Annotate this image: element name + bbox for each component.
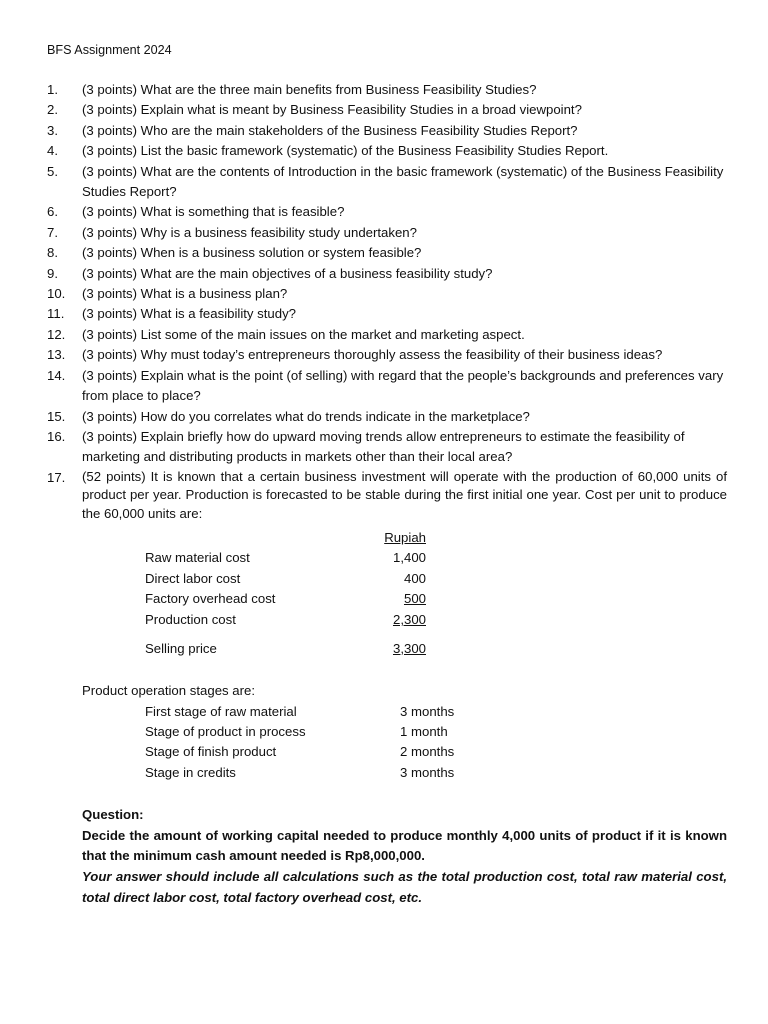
stage-value: 2 months [400,744,455,760]
cost-label: Direct labor cost [145,570,241,586]
cost-label: Production cost [145,612,236,627]
question-note: Your answer should include all calculations such as the total production cost, total raw material cost, total direct labor cost, total factory overhead cost, etc. [82,869,727,905]
stage-row [82,742,727,762]
question-text: (3 points) Who are the main stakeholders of the Business Feasibility Studies Report? [82,122,578,138]
question-text: (3 points) List some of the main issues on the market and marketing aspect. [82,326,525,342]
question-number: 9. [47,265,58,281]
question-text: (3 points) Why must today’s entrepreneurs thoroughly assess the feasibility of their business ideas? [82,347,663,363]
question-text: (3 points) What are the contents of Introduction in the basic framework (systematic) of the Business Feasibility Studies Report? [82,163,724,200]
question-item [47,284,727,304]
question-item [47,325,727,345]
question-item [47,202,727,222]
question-text: (3 points) What are the main objectives of a business feasibility study? [82,265,493,281]
stages-title: Product operation stages are: [82,683,256,699]
final-question [82,805,727,908]
stage-label: Stage of product in process [145,724,306,739]
question-number: 8. [47,245,58,261]
stage-row [82,702,727,722]
cost-row [82,589,727,610]
question-number: 13. [47,347,66,363]
question-number: 15. [47,408,66,424]
cost-row [82,639,727,660]
stage-label: Stage of finish product [145,744,277,760]
question-number: 3. [47,122,58,138]
question-heading: Question: [82,807,144,823]
question-item [47,141,727,161]
question-text: (3 points) What is a feasibility study? [82,306,297,322]
question-item [47,264,727,284]
question-text: (3 points) When is a business solution or system feasible? [82,245,422,261]
question-number: 16. [47,428,66,444]
stage-row [82,722,727,742]
cost-value: 2,300 [392,612,426,627]
question-item [47,162,727,203]
question-item [47,366,727,407]
question-item [47,121,727,141]
question-number: 14. [47,367,66,383]
question-number: 11. [47,306,65,322]
question-text: (3 points) How do you correlates what do trends indicate in the marketplace? [82,408,530,424]
question-item [47,407,727,427]
stage-label: First stage of raw material [145,703,297,719]
question-item [47,427,727,468]
question-text: (3 points) Explain briefly how do upward moving trends allow entrepreneurs to estimate the feasibility of marketing and distributing products in markets other than their local area? [82,428,685,465]
cost-label: Factory overhead cost [145,591,276,607]
question-text: (52 points) It is known that a certain business investment will operate with the production of 60,000 units of product per year. Production is forecasted to be stable during the first initial one year. Cost per unit to produce the 60,000 units are: [82,468,727,521]
question-number: 4. [47,143,58,159]
question-text: (3 points) List the basic framework (systematic) of the Business Feasibility Studies Report. [82,143,609,159]
cost-table [82,528,727,659]
cost-label: Raw material cost [145,550,250,566]
question-text: (3 points) Why is a business feasibility study undertaken? [82,224,417,240]
question-item [47,304,727,324]
cost-value: 3,300 [392,640,426,656]
stage-row [82,763,727,783]
stage-label: Stage in credits [145,764,236,780]
question-number: 1. [47,82,58,97]
cost-value: 400 [403,570,426,586]
question-item [47,345,727,365]
cost-row [82,569,727,590]
stage-value: 3 months [400,703,455,719]
question-text: (3 points) What is a business plan? [82,286,288,302]
question-item [47,100,727,120]
question-item-17 [47,468,727,908]
stage-value: 1 month [400,724,448,739]
question-text: (3 points) What is something that is feasible? [82,204,345,220]
cost-table-header [82,528,727,548]
question-17-body [82,468,727,908]
question-item [47,80,727,100]
cost-label: Selling price [145,640,217,656]
question-number: 10. [47,286,66,302]
question-number: 5. [47,163,58,179]
question-item [47,243,727,263]
question-number: 2. [47,102,58,118]
question-text: (3 points) What are the three main benefits from Business Feasibility Studies? [82,82,537,97]
cost-row [82,548,727,569]
question-number: 6. [47,204,58,220]
question-item [47,223,727,243]
cost-row [82,610,727,631]
cost-value: 1,400 [392,550,426,566]
question-number: 7. [47,224,58,240]
page-title: BFS Assignment 2024 [47,43,172,57]
question-text: (3 points) Explain what is the point (of selling) with regard that the people’s backgrounds and preferences vary from place to place? [82,367,724,404]
stage-value: 3 months [400,764,455,780]
cost-value: 500 [403,591,426,607]
question-list [47,80,727,908]
question-number: 17. [47,469,66,485]
question-text: (3 points) Explain what is meant by Business Feasibility Studies in a broad viewpoint? [82,102,582,118]
currency-header: Rupiah [384,530,426,546]
question-statement: Decide the amount of working capital needed to produce monthly 4,000 units of product if it is known that the minimum cash amount needed is Rp8,000,000. [82,827,727,864]
stages-table [82,702,727,784]
question-number: 12. [47,326,66,342]
